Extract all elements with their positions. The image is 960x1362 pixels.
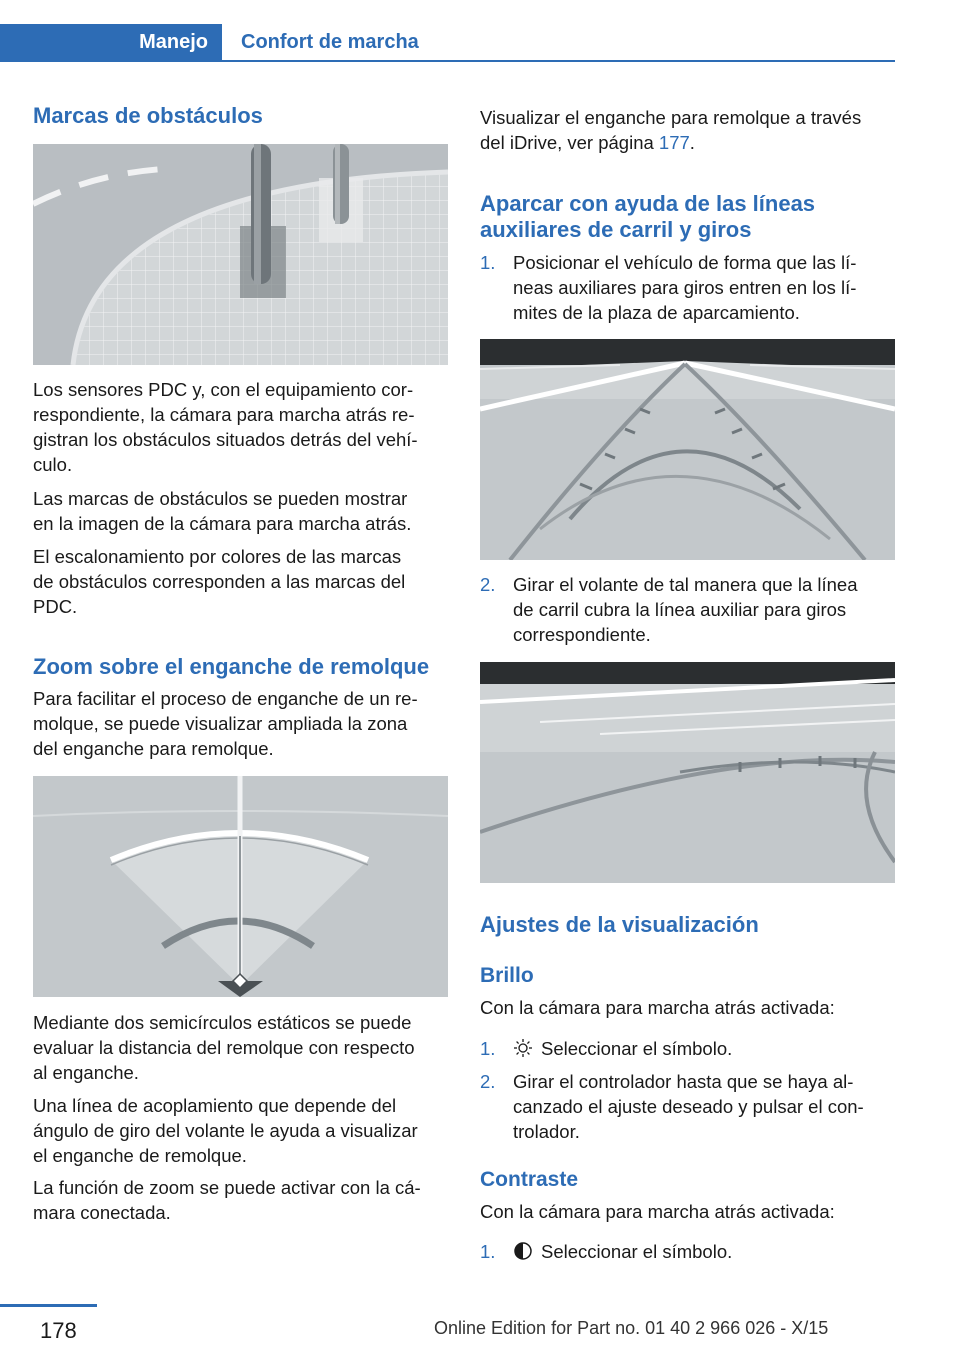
paragraph-brightness — [480, 995, 895, 1020]
step-label: Seleccionar el símbolo. — [541, 1038, 733, 1059]
step-text — [513, 572, 898, 647]
line: Visualizar el enganche para remolque a través — [480, 107, 862, 128]
line: neas auxiliares para giros entren en los lí‐ — [513, 277, 857, 298]
line: de carril cubra la línea auxiliar para giros — [513, 599, 847, 620]
sun-icon[interactable] — [513, 1038, 533, 1058]
step-number: 1. — [480, 1038, 496, 1059]
line: de obstáculos corresponden a las marcas del — [33, 571, 406, 592]
line: gistran los obstáculos situados detrás del vehí‐ — [33, 429, 418, 450]
heading-contrast: Contraste — [480, 1168, 579, 1191]
step-text — [513, 1069, 898, 1144]
line: molque, se puede visualizar ampliada la zona — [33, 713, 408, 734]
edition-note: Online Edition for Part no. 01 40 2 966 026 - X/15 — [434, 1318, 829, 1338]
line: PDC. — [33, 596, 78, 617]
line: trolador. — [513, 1121, 580, 1142]
paragraph-semicircles — [33, 1010, 448, 1085]
brightness-step-2 — [480, 1069, 895, 1144]
line: Con la cámara para marcha atrás activada: — [480, 997, 835, 1018]
header-rule — [0, 60, 895, 62]
figure-lane-line — [480, 662, 895, 883]
line: La función de zoom se puede activar con la cá‐ — [33, 1177, 421, 1198]
line: Con la cámara para marcha atrás activada: — [480, 1201, 835, 1222]
line: ángulo de giro del volante le ayuda a visualizar — [33, 1120, 418, 1141]
page-number: 178 — [40, 1318, 77, 1343]
figure-obstacle-marks — [33, 144, 448, 365]
line: Posicionar el vehículo de forma que las lí‐ — [513, 252, 857, 273]
step-text — [513, 250, 898, 325]
line: culo. — [33, 454, 73, 475]
step-2 — [480, 572, 895, 647]
contrast-icon[interactable] — [513, 1241, 533, 1261]
line: mara conectada. — [33, 1202, 171, 1223]
heading-zoom-hitch: Zoom sobre el enganche de remolque — [33, 654, 430, 679]
heading-parking-lines — [480, 191, 895, 243]
text: del iDrive, ver página — [480, 132, 659, 153]
footer-rule — [0, 1304, 97, 1307]
step-label: Seleccionar el símbolo. — [541, 1241, 733, 1262]
line: del enganche para remolque. — [33, 738, 274, 759]
line: Mediante dos semicírculos estáticos se puede — [33, 1012, 412, 1033]
page-link[interactable]: 177 — [658, 132, 690, 153]
step-number: 2. — [480, 1071, 496, 1092]
line: Girar el controlador hasta que se haya al‐ — [513, 1071, 854, 1092]
line: Las marcas de obstáculos se pueden mostrar — [33, 488, 408, 509]
step-text — [513, 1036, 898, 1061]
line — [480, 130, 895, 155]
step-number: 2. — [480, 574, 496, 595]
figure-turn-lines — [480, 339, 895, 560]
line: el enganche de remolque. — [33, 1145, 247, 1166]
header-tabs — [0, 0, 895, 62]
line: auxiliares de carril y giros — [480, 217, 752, 242]
heading-obstacle-marks: Marcas de obstáculos — [33, 103, 263, 128]
line: en la imagen de la cámara para marcha atrás. — [33, 513, 412, 534]
brightness-step-1 — [480, 1036, 895, 1061]
line: Aparcar con ayuda de las líneas — [480, 191, 816, 216]
line: mites de la plaza de aparcamiento. — [513, 302, 800, 323]
line: El escalonamiento por colores de las marcas — [33, 546, 402, 567]
contrast-step-1 — [480, 1239, 895, 1264]
figure-hitch-zoom — [33, 776, 448, 997]
line: canzado el ajuste deseado y pulsar el con‐ — [513, 1096, 864, 1117]
heading-display-settings: Ajustes de la visualización — [480, 912, 759, 937]
paragraph-color-steps — [33, 544, 448, 619]
line: Girar el volante de tal manera que la línea — [513, 574, 858, 595]
paragraph-contrast — [480, 1199, 895, 1224]
paragraph-idrive-intro — [480, 105, 895, 155]
paragraph-zoom-activation — [33, 1175, 448, 1225]
tab-confort-de-marcha[interactable]: Confort de marcha — [241, 30, 419, 53]
paragraph-obstacle-display — [33, 486, 448, 536]
step-1 — [480, 250, 895, 325]
paragraph-zoom-intro — [33, 686, 448, 761]
line: correspondiente. — [513, 624, 651, 645]
line: al enganche. — [33, 1062, 139, 1083]
line: Para facilitar el proceso de enganche de un re‐ — [33, 688, 418, 709]
paragraph-coupling-line — [33, 1093, 448, 1168]
line: evaluar la distancia del remolque con respecto — [33, 1037, 415, 1058]
line: respondiente, la cámara para marcha atrás re‐ — [33, 404, 415, 425]
step-text — [513, 1239, 898, 1264]
text: . — [689, 132, 695, 153]
paragraph-pdc-sensors — [33, 377, 448, 477]
heading-brightness: Brillo — [480, 964, 534, 987]
step-number: 1. — [480, 1241, 496, 1262]
tab-manejo[interactable]: Manejo — [0, 24, 222, 60]
line: Una línea de acoplamiento que depende del — [33, 1095, 397, 1116]
line: Los sensores PDC y, con el equipamiento cor‐ — [33, 379, 414, 400]
step-number: 1. — [480, 252, 496, 273]
